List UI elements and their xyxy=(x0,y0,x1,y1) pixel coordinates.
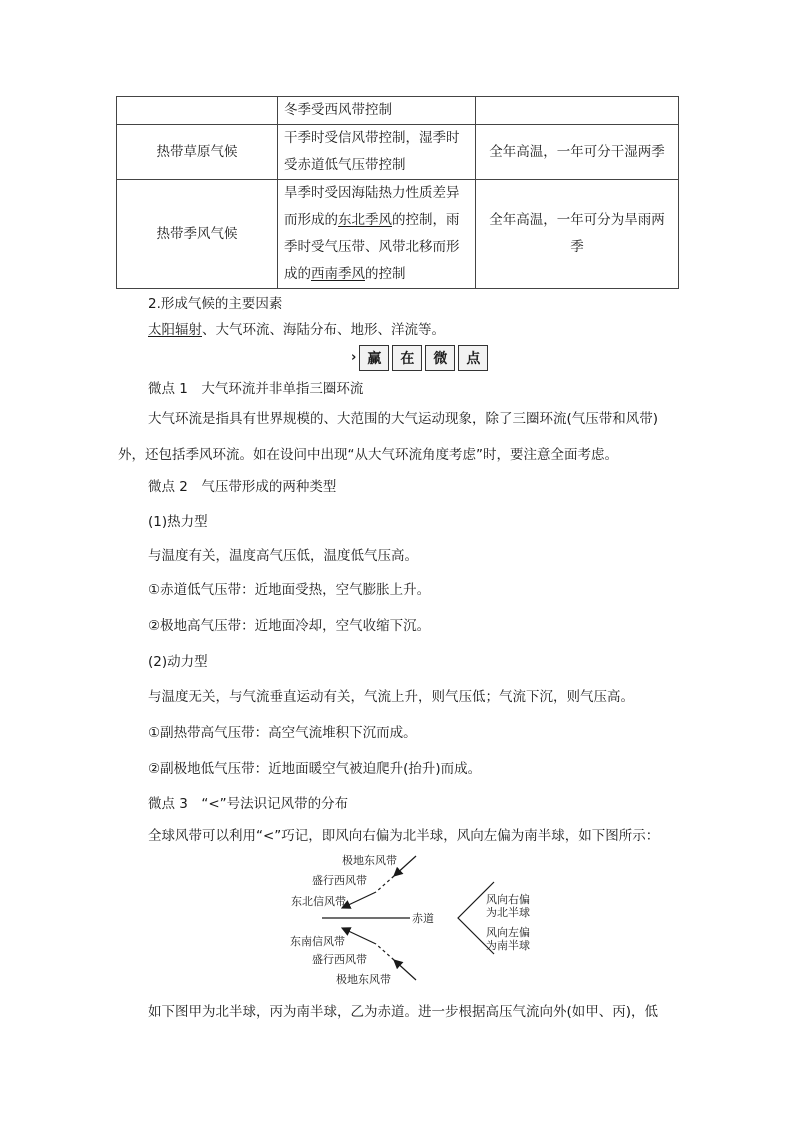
point-title: 微点 1 大气环流并非单指三圈环流 xyxy=(148,381,364,397)
banner-char: 赢 xyxy=(359,345,389,371)
section-banner xyxy=(351,345,491,371)
wind-arrow xyxy=(342,928,376,944)
label-equator: 赤道 xyxy=(412,912,434,925)
paragraph-line: 与温度无关，与气流垂直运动有关，气流上升，则气压低；气流下沉，则气压高。 xyxy=(148,689,634,705)
paragraph-line: 大气环流是指具有世界规模的、大范围的大气运动现象，除了三圈环流(气压带和风带) xyxy=(148,411,659,427)
banner-char: 点 xyxy=(458,345,488,371)
wind-arrow xyxy=(394,960,416,980)
label-polar-east-n: 极地东风带 xyxy=(342,854,397,867)
label-west-s: 盛行西风带 xyxy=(312,953,367,966)
paragraph-line: 与温度有关，温度高气压低，温度低气压高。 xyxy=(148,548,418,564)
climate-cell xyxy=(117,97,278,125)
climate-cell: 热带季风气候 xyxy=(117,180,278,289)
wind-arrow xyxy=(394,856,416,876)
subheading: (1)热力型 xyxy=(148,514,208,530)
list-item: ①副热带高气压带：高空气流堆积下沉而成。 xyxy=(148,725,417,741)
feature-cell xyxy=(476,97,679,125)
wind-arrow xyxy=(342,892,376,908)
climate-table xyxy=(116,96,679,289)
wind-belt-diagram xyxy=(276,848,536,988)
list-item: ②极地高气压带：近地面冷却，空气收缩下沉。 xyxy=(148,618,431,634)
section-heading: 2.形成气候的主要因素 xyxy=(148,296,283,312)
banner-char: 微 xyxy=(425,345,455,371)
underlined-term: 西南季风 xyxy=(311,266,365,282)
underlined-term: 太阳辐射 xyxy=(148,322,202,338)
list-item: ①赤道低气压带：近地面受热，空气膨胀上升。 xyxy=(148,582,431,598)
table-row xyxy=(117,125,679,180)
label-left-south: 风向左偏 xyxy=(486,926,530,939)
paragraph-line: 如下图甲为北半球，丙为南半球，乙为赤道。进一步根据高压气流向外(如甲、丙)，低 xyxy=(148,1004,659,1020)
cause-cell: 旱季时受因海陆热力性质差异 而形成的东北季风的控制，雨 季时受气压带、风带北移而形 成的西南季风的控制 xyxy=(278,180,476,289)
subheading: (2)动力型 xyxy=(148,654,208,670)
label-left-south: 为南半球 xyxy=(486,939,530,952)
wind-arrow-dashed xyxy=(376,944,394,960)
label-right-north: 为北半球 xyxy=(486,906,530,919)
cause-cell: 冬季受西风带控制 xyxy=(278,97,476,125)
table-row xyxy=(117,97,679,125)
label-se-trade: 东南信风带 xyxy=(290,935,345,948)
point-title: 微点 3 “<”号法识记风带的分布 xyxy=(148,796,349,812)
paragraph-line: 全球风带可以利用“<”巧记，即风向右偏为北半球，风向左偏为南半球，如下图所示： xyxy=(148,828,660,844)
wind-arrow-dashed xyxy=(376,876,394,892)
climate-cell: 热带草原气候 xyxy=(117,125,278,180)
feature-cell: 全年高温，一年可分干湿两季 xyxy=(476,125,679,180)
underlined-term: 东北季风 xyxy=(338,212,392,228)
label-ne-trade: 东北信风带 xyxy=(291,895,346,908)
point-title: 微点 2 气压带形成的两种类型 xyxy=(148,479,337,495)
label-west-n: 盛行西风带 xyxy=(312,874,367,887)
feature-cell: 全年高温，一年可分为旱雨两 季 xyxy=(476,180,679,289)
label-right-north: 风向右偏 xyxy=(486,893,530,906)
label-polar-east-s: 极地东风带 xyxy=(336,973,391,986)
banner-char: 在 xyxy=(392,345,422,371)
paragraph-line: 外，还包括季风环流。如在设问中出现“从大气环流角度考虑”时，要注意全面考虑。 xyxy=(118,447,618,463)
list-item: ②副极地低气压带：近地面暖空气被迫爬升(抬升)而成。 xyxy=(148,761,482,777)
cause-cell: 干季时受信风带控制，湿季时 受赤道低气压带控制 xyxy=(278,125,476,180)
table-row xyxy=(117,180,679,289)
banner-arrow: › xyxy=(351,350,357,365)
factors-line: 太阳辐射、大气环流、海陆分布、地形、洋流等。 xyxy=(148,322,445,338)
